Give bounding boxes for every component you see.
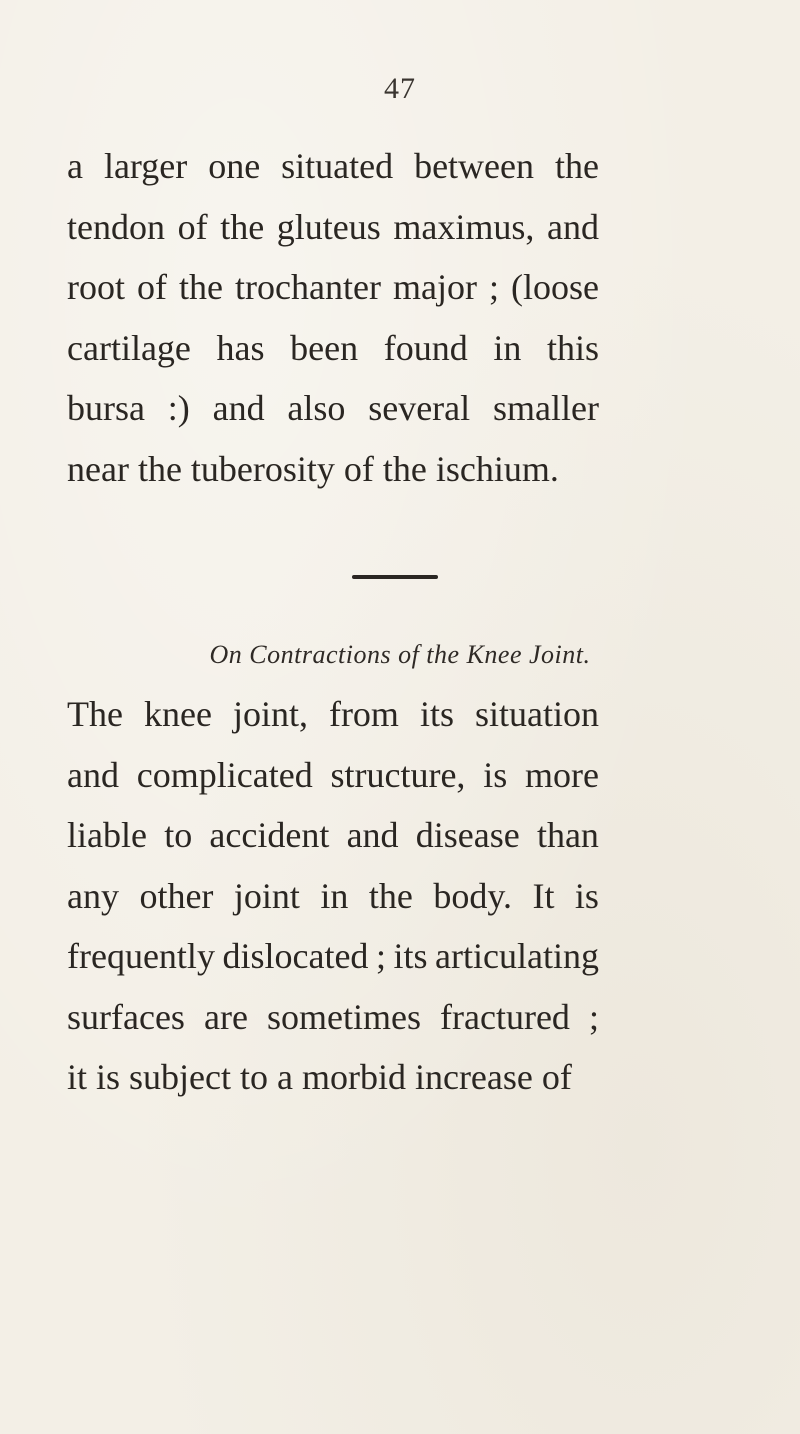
section-divider — [352, 575, 438, 579]
page-number: 47 — [384, 72, 416, 105]
text-line: root of the trochanter major ; (loose — [67, 267, 599, 307]
text-line: frequently dislocated ; its articulating — [67, 936, 599, 976]
text-line: cartilage has been found in this — [67, 327, 599, 368]
paragraph-knee-joint — [67, 684, 599, 1108]
text-line: a larger one situated between the — [67, 146, 599, 186]
text-line: near the tuberosity of the ischium. — [67, 448, 559, 489]
text-line: it is subject to a morbid increase of — [67, 1057, 572, 1097]
text-line: surfaces are sometimes fractured ; — [67, 996, 599, 1037]
text-line: tendon of the gluteus maximus, and — [67, 206, 599, 247]
text-line: The knee joint, from its situation — [67, 694, 599, 734]
section-heading: On Contractions of the Knee Joint. — [209, 640, 591, 669]
text-line: any other joint in the body. It is — [67, 875, 599, 916]
paragraph-bursa — [67, 136, 599, 499]
text-line: liable to accident and disease than — [67, 815, 599, 855]
text-line: and complicated structure, is more — [67, 754, 599, 795]
text-line: bursa :) and also several smaller — [67, 388, 599, 428]
